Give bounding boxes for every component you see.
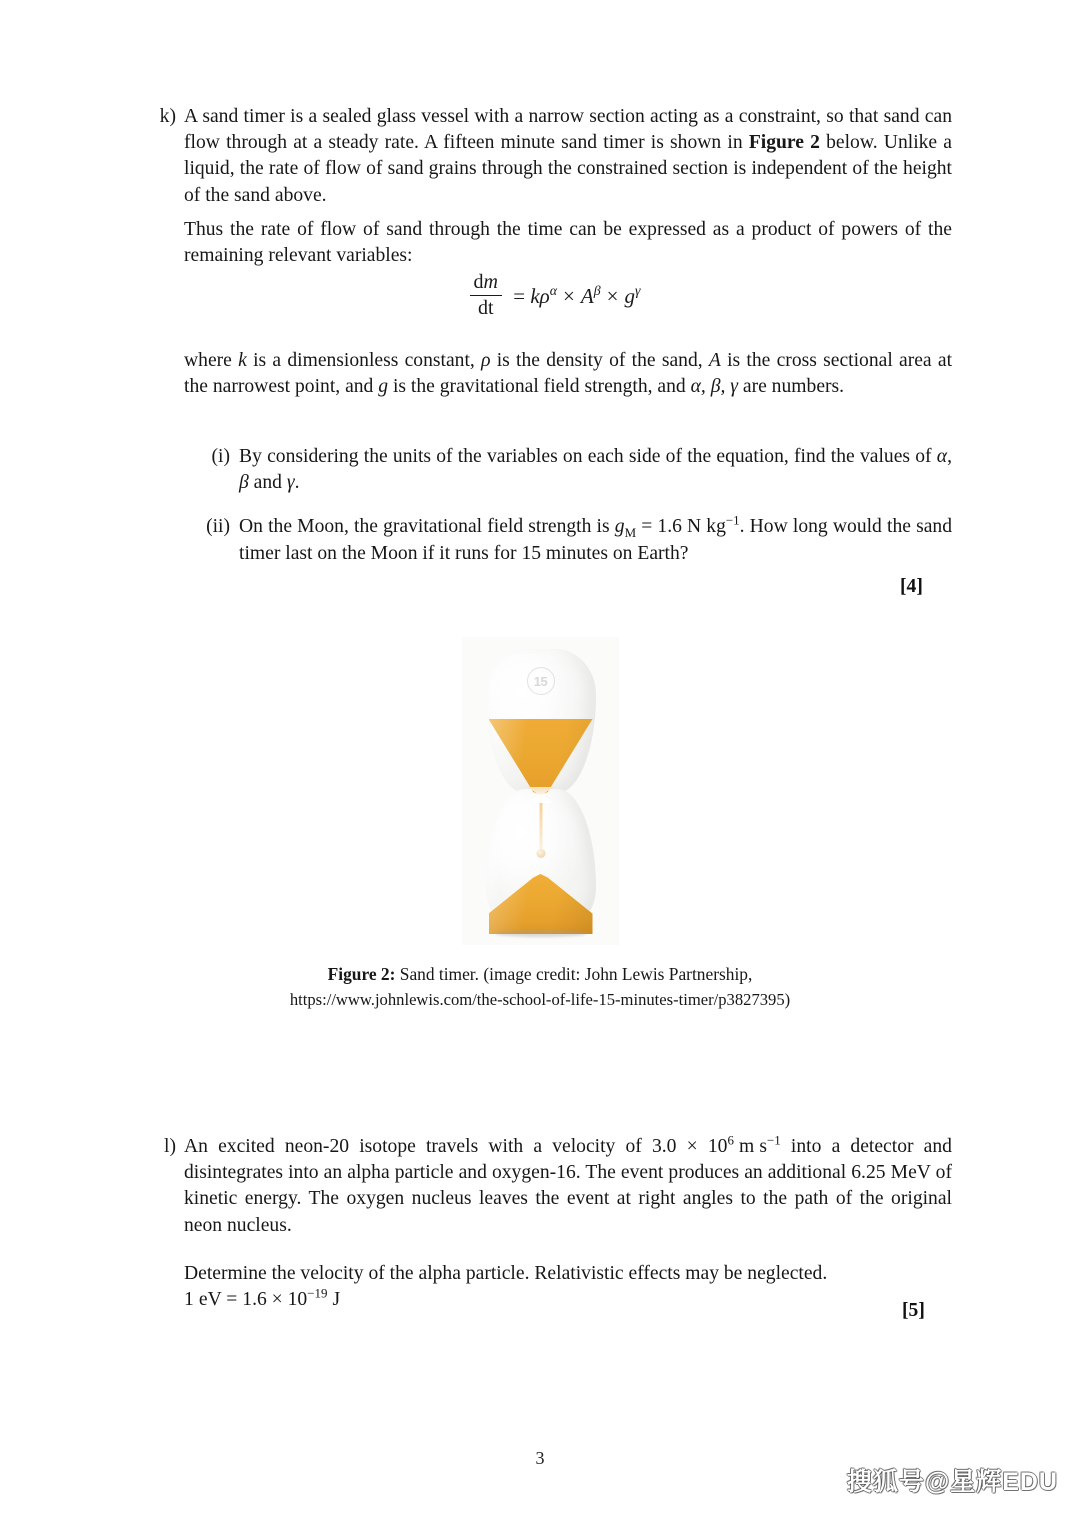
def-text-f: are numbers.: [737, 376, 845, 398]
gravity-g: g: [624, 284, 635, 308]
ev-times: ×: [266, 1289, 288, 1311]
moon-gravity-equals: =: [636, 516, 658, 538]
question-l: [156, 1134, 952, 1313]
ev-base: 10: [287, 1289, 308, 1311]
subitem-ii-label: (ii): [206, 516, 230, 538]
density-rho: ρ: [539, 284, 550, 308]
moon-gravity-symbol: g: [614, 516, 625, 538]
question-l-paragraph-1: [184, 1134, 952, 1239]
ev-joule-unit: J: [332, 1289, 341, 1311]
moon-gravity-value: 1.6: [657, 516, 682, 538]
ev-exponent: −19: [307, 1285, 328, 1301]
def-text-a: where: [184, 350, 239, 371]
energy-value: 6.25: [851, 1162, 886, 1184]
neon-text-a: An excited neon-20 isotope travels with a velocity of: [184, 1136, 652, 1157]
velocity-unit-exponent: −1: [767, 1132, 781, 1148]
subitem-i-and: and: [248, 472, 287, 494]
velocity-times: ×: [676, 1136, 708, 1157]
subitem-ii-body: [239, 514, 952, 566]
electronvolt-constant: [184, 1287, 952, 1313]
figure-2-reference: Figure 2: [748, 132, 820, 154]
def-text-b: is a dimensionless constant,: [246, 350, 482, 371]
ev-mantissa: 1.6: [242, 1289, 267, 1311]
question-k-body: [184, 104, 952, 269]
symbol-g: g: [378, 376, 389, 398]
exponent-alpha: α: [549, 283, 558, 298]
question-l-paragraph-2: Determine the velocity of the alpha particle. Relativistic effects may be neglected.: [184, 1262, 828, 1284]
page-number: 3: [535, 1448, 545, 1468]
question-k-paragraph-2: Thus the rate of flow of sand through the time can be expressed as a product of powers of the remaining relevant variables:: [184, 218, 952, 267]
subitem-i-text: By considering the units of the variables on each side of the equation, find the values of: [239, 446, 937, 467]
figure-2-sand-timer-image: [462, 637, 619, 945]
symbols-greek: α, β, γ: [690, 376, 738, 398]
velocity-exponent: 6: [727, 1132, 734, 1148]
paragraph-1-text-end: below. Unlike a liquid, the rate of flow of sand grains through the constrained section is independent of the height of the sand above.: [184, 132, 953, 206]
velocity-mantissa: 3.0: [651, 1136, 677, 1157]
def-text-c: is the density of the sand,: [490, 350, 709, 371]
variables-definition-paragraph: [184, 348, 952, 400]
derivative-fraction: [470, 271, 502, 320]
symbol-A: A: [708, 350, 721, 371]
subitem-ii-text-a: On the Moon, the gravitational field strength is: [239, 516, 615, 538]
exponent-beta: β: [593, 283, 601, 298]
subitem-i-alpha: α: [936, 446, 948, 467]
ev-unit: eV: [198, 1289, 222, 1311]
equals-sign: =: [513, 284, 526, 308]
caption-source-url: https://www.johnlewis.com/the-school-of-life-15-minutes-timer/p3827395): [289, 990, 791, 1009]
question-l-body: [184, 1134, 952, 1313]
question-k: [152, 104, 952, 269]
velocity-unit-second: s: [759, 1136, 768, 1157]
watermark-sohu-xinghui-edu: 搜狐号@星辉EDU: [846, 1468, 1058, 1496]
subitem-i-beta: β: [239, 472, 249, 494]
symbol-k: k: [238, 350, 247, 371]
figure-2-caption: [200, 962, 880, 1012]
def-text-d: is the cross sectional area at the narrowest point, and: [184, 350, 953, 398]
times-operator-1: ×: [563, 284, 575, 308]
moon-gravity-unit-exponent: −1: [725, 512, 740, 528]
question-k-subitems: [196, 444, 952, 567]
subitem-i-comma: ,: [947, 446, 952, 467]
subitem-i-gamma: γ: [286, 472, 295, 494]
paragraph-1-text-start: A sand timer is a sealed glass vessel with a narrow section acting as a constraint, so that sand can flow through at a steady rate. A fifteen minute sand timer is shown in: [184, 106, 952, 154]
question-k-label: k): [159, 106, 176, 127]
question-l-label: l): [164, 1136, 176, 1157]
hourglass-illustration: [462, 637, 619, 945]
neon-text-b: into a detector and disintegrates into an alpha particle and oxygen-16. The event produces an additional: [184, 1136, 952, 1184]
subitem-i-body: [239, 444, 952, 496]
ev-coefficient: 1: [184, 1289, 194, 1311]
subitem-i-label: (i): [211, 446, 230, 467]
fraction-denominator: dt: [477, 297, 494, 319]
symbol-rho: ρ: [481, 350, 491, 371]
def-text-e: is the gravitational field strength, and: [388, 376, 691, 398]
question-k-paragraph-1: [184, 104, 952, 209]
equation-right-hand-side: [513, 284, 640, 309]
subitem-ii-text-b: . How long would the sand timer last on the Moon if it runs for: [239, 516, 952, 564]
subitem-i: [196, 444, 952, 496]
marks-question-k: [4]: [900, 576, 923, 597]
area-A: A: [580, 284, 594, 308]
moon-gravity-unit-newton: N: [687, 516, 702, 538]
ev-equals: =: [221, 1289, 243, 1311]
times-operator-2: ×: [606, 284, 619, 308]
hourglass-sand-stream: [539, 797, 542, 855]
hourglass-15-badge: 15: [527, 667, 555, 695]
flow-rate-equation: [152, 272, 952, 321]
subitem-ii-text-c: minutes on Earth?: [541, 542, 689, 564]
subitem-ii: [196, 514, 952, 566]
subitem-i-period: .: [294, 472, 300, 494]
constant-k: k: [530, 284, 540, 308]
moon-gravity-unit-kilogram: kg: [706, 516, 726, 538]
caption-figure-number: Figure 2:: [327, 964, 396, 984]
exponent-gamma: γ: [634, 283, 641, 298]
neon-text-c: of kinetic energy. The oxygen nucleus leaves the event at right angles to the path of the original neon nucleus.: [184, 1162, 952, 1236]
marks-question-l: [5]: [902, 1300, 925, 1321]
hourglass-base-shadow: [495, 930, 587, 937]
velocity-unit-metre: m: [739, 1136, 755, 1157]
velocity-base: 10: [707, 1136, 728, 1157]
subitem-ii-minutes: 15: [521, 542, 542, 564]
hourglass-stream-impact-dot: [536, 849, 545, 858]
fraction-numerator: dm: [470, 271, 502, 296]
moon-gravity-subscript: M: [624, 525, 637, 541]
caption-description: Sand timer. (image credit: John Lewis Partnership,: [395, 964, 753, 984]
energy-unit: MeV: [890, 1162, 931, 1184]
